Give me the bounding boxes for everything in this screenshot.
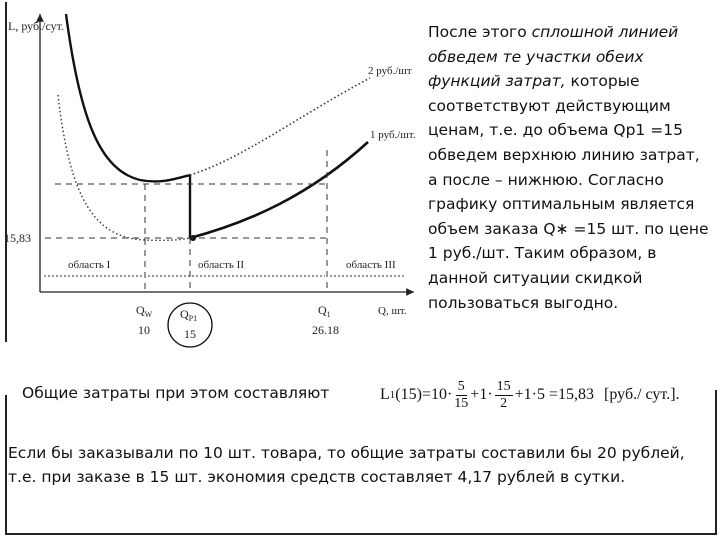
x-axis-label: Q, шт. [378, 305, 407, 317]
fraction-1-den: 15 [454, 395, 469, 411]
formula-lhs-sub: 1 [389, 389, 396, 401]
fraction-1 [454, 379, 468, 412]
y-axis-label: L, руб./сут. [8, 19, 64, 33]
q1-value: 26.18 [312, 323, 339, 337]
region3-label: область III [346, 259, 396, 271]
fraction-2 [495, 379, 513, 412]
formula-caption: Общие затраты при этом составляют [22, 384, 330, 402]
formula-arg: (15) [395, 386, 422, 403]
qp-value: 15 [184, 327, 196, 341]
formula-plus: +1· [470, 386, 493, 403]
explanation-italic: сплошной линией обведем те участки обеих функций затрат, [428, 23, 679, 91]
curve1-dotted-left [58, 95, 190, 240]
curve2-dotted-right [190, 78, 370, 175]
qw-label: $Q_W$ [136, 303, 153, 319]
explanation-part3: которые соответствуют действующим ценам, т.е. до объема Qр1 =15 обведем верхнюю линию затрат, а после – нижнюю. Согласно графику оптимальным является объем заказа Q∗ =15 шт. по цене 1 руб./шт. Таким образом, в данной ситуации скидкой пользоваться выгодно. [428, 72, 709, 312]
frame-bottom-line [5, 533, 717, 535]
explanation-part1: После этого [428, 23, 532, 41]
frame-left-line-lower [5, 395, 7, 535]
fraction-1-num: 5 [457, 378, 465, 394]
cost-graph [0, 0, 420, 360]
explanation-text [428, 20, 714, 315]
formula-tail: +1·5 =15,83 [514, 386, 595, 403]
curve2-solid [66, 14, 190, 181]
qp-label: $Q_{P1}$ [180, 307, 198, 323]
total-cost-formula [380, 372, 680, 418]
formula-lhs: L [380, 386, 390, 403]
formula-unit: [руб./ сут.]. [604, 386, 680, 403]
y-tick-15-83: 15,83 [4, 231, 31, 245]
conclusion-text: Если бы заказывали по 10 шт. товара, то общие затраты составили бы 20 рублей, т.е. при заказе в 15 шт. экономия средств составляет 4,17 рублей в сутки. [8, 444, 685, 486]
curve2-label: 2 руб./шт [368, 65, 412, 77]
region2-label: область II [198, 259, 244, 271]
qw-value: 10 [138, 323, 150, 337]
frame-right-line [715, 390, 717, 535]
formula-eq: =10· [421, 386, 453, 403]
curve1-label: 1 руб./шт. [370, 129, 416, 141]
region1-label: область I [68, 259, 111, 271]
curve1-solid [190, 142, 368, 238]
fraction-2-den: 2 [500, 395, 508, 411]
q1-label: $Q_1$ [318, 303, 331, 319]
fraction-2-num: 15 [496, 378, 511, 394]
